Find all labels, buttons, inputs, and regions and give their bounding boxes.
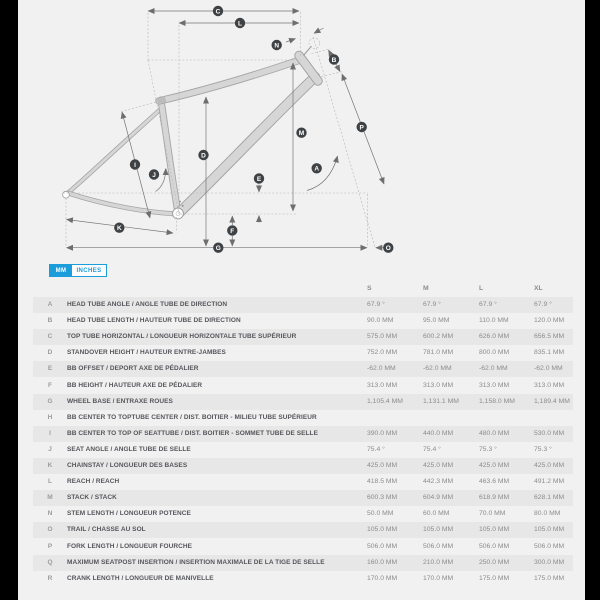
- row-value: 67.9 °: [479, 301, 497, 308]
- table-row: [33, 378, 573, 394]
- table-row: [33, 490, 573, 506]
- row-label: REACH / REACH: [67, 478, 120, 486]
- row-value: 105.0 MM: [423, 526, 454, 534]
- row-letter: O: [47, 526, 53, 534]
- row-value: 442.3 MM: [423, 478, 454, 486]
- table-row: [33, 394, 573, 410]
- row-value: 390.0 MM: [367, 429, 398, 437]
- row-value: 70.0 MM: [479, 510, 506, 518]
- row-label: WHEEL BASE / ENTRAXE ROUES: [67, 397, 173, 405]
- diagram-marker-letter: N: [274, 42, 280, 50]
- row-value: 75.3 °: [479, 445, 497, 453]
- row-letter: I: [49, 429, 51, 437]
- row-value: 506.0 MM: [534, 542, 565, 550]
- row-value: 506.0 MM: [479, 542, 510, 550]
- row-letter: L: [48, 478, 52, 486]
- size-header-row: [33, 282, 573, 296]
- row-value: 75.4 °: [423, 445, 441, 453]
- table-row: [33, 474, 573, 490]
- row-value: 800.0 MM: [479, 349, 510, 357]
- row-value: 80.0 MM: [534, 510, 561, 518]
- row-letter: B: [47, 317, 53, 325]
- row-label: TRAIL / CHASSE AU SOL: [67, 526, 146, 534]
- row-value: 90.0 MM: [367, 317, 394, 325]
- table-row: [33, 458, 573, 474]
- row-value: 95.0 MM: [423, 317, 450, 325]
- size-header-m: M: [423, 285, 429, 292]
- row-letter: G: [47, 397, 53, 405]
- geometry-table: [33, 297, 573, 588]
- table-row: [33, 522, 573, 538]
- row-letter: K: [47, 462, 53, 469]
- row-value: 67.9 °: [423, 301, 441, 308]
- row-value: 618.9 MM: [479, 494, 510, 502]
- table-row: [33, 571, 573, 587]
- row-label: STANDOVER HEIGHT / HAUTEUR ENTRE-JAMBES: [67, 349, 226, 357]
- diagram-marker-letter: L: [238, 20, 242, 28]
- row-value: 313.0 MM: [423, 381, 454, 389]
- row-letter: R: [47, 574, 53, 582]
- row-value: 425.0 MM: [534, 462, 565, 469]
- row-value: 425.0 MM: [479, 462, 510, 469]
- row-label: BB OFFSET / DEPORT AXE DE PÉDALIER: [67, 365, 199, 373]
- row-value: 530.0 MM: [534, 429, 565, 437]
- row-value: 313.0 MM: [367, 381, 398, 389]
- row-value: 781.0 MM: [423, 349, 454, 357]
- row-value: 440.0 MM: [423, 429, 454, 437]
- row-value: 752.0 MM: [367, 349, 398, 357]
- row-value: 50.0 MM: [367, 510, 394, 518]
- diagram-marker-letter: M: [298, 130, 305, 137]
- row-letter: H: [47, 413, 53, 421]
- table-row: [33, 361, 573, 377]
- row-label: CHAINSTAY / LONGUEUR DES BASES: [67, 462, 188, 469]
- inches-button[interactable]: INCHES: [72, 265, 106, 276]
- row-value: -62.0 MM: [534, 365, 563, 373]
- row-value: 1,105.4 MM: [367, 397, 403, 405]
- table-row: [33, 345, 573, 361]
- diagram-marker-letter: P: [359, 124, 364, 132]
- table-row: [33, 555, 573, 571]
- table-row: [33, 297, 573, 313]
- size-header-s: S: [367, 285, 372, 292]
- diagram-marker-letter: C: [215, 8, 221, 16]
- geometry-page: [18, 0, 585, 600]
- row-value: 656.5 MM: [534, 333, 565, 341]
- row-value: 105.0 MM: [534, 526, 565, 534]
- row-letter: E: [47, 365, 53, 373]
- row-value: 835.1 MM: [534, 349, 565, 357]
- table-row: [33, 442, 573, 458]
- steerer-circle: [309, 38, 320, 49]
- row-letter: N: [47, 510, 53, 518]
- row-letter: F: [48, 381, 52, 389]
- bike-geometry-diagram: [18, 0, 585, 272]
- size-header-l: L: [479, 285, 484, 292]
- row-label: BB HEIGHT / HAUTEUR AXE DE PÉDALIER: [67, 381, 203, 389]
- row-value: 604.9 MM: [423, 494, 454, 502]
- row-value: 575.0 MM: [367, 333, 398, 341]
- diagram-marker-letter: J: [152, 171, 156, 179]
- diagram-marker-letter: E: [256, 175, 262, 183]
- row-value: 175.0 MM: [534, 574, 565, 582]
- row-label: HEAD TUBE LENGTH / HAUTEUR TUBE DE DIRECTION: [67, 317, 241, 325]
- row-value: -62.0 MM: [367, 365, 396, 373]
- row-label: BB CENTER TO TOPTUBE CENTER / DIST. BOITIER - MILIEU TUBE SUPÉRIEUR: [67, 413, 317, 421]
- row-value: 175.0 MM: [479, 574, 510, 582]
- row-value: 506.0 MM: [423, 542, 454, 550]
- row-value: 418.5 MM: [367, 478, 398, 486]
- row-value: 425.0 MM: [367, 462, 398, 469]
- row-label: BB CENTER TO TOP OF SEATTUBE / DIST. BOITIER - SOMMET TUBE DE SELLE: [67, 429, 318, 437]
- diagram-marker-letter: B: [331, 56, 337, 64]
- row-value: -62.0 MM: [423, 365, 452, 373]
- diagram-marker-letter: O: [385, 245, 391, 252]
- row-letter: Q: [47, 558, 53, 566]
- construction-lines: [63, 12, 375, 247]
- row-value: 60.0 MM: [423, 510, 450, 518]
- row-value: 170.0 MM: [423, 574, 454, 582]
- row-value: 250.0 MM: [479, 558, 510, 566]
- unit-toggle: [49, 264, 107, 277]
- row-value: 67.9 °: [534, 301, 552, 308]
- diagram-marker-letter: F: [230, 227, 235, 235]
- row-label: STEM LENGTH / LONGUEUR POTENCE: [67, 510, 191, 518]
- row-letter: C: [47, 333, 53, 341]
- row-value: 300.0 MM: [534, 558, 565, 566]
- row-value: 67.9 °: [367, 301, 385, 308]
- row-value: 628.1 MM: [534, 494, 565, 502]
- row-value: -62.0 MM: [479, 365, 508, 373]
- diagram-marker-letter: G: [215, 245, 221, 252]
- row-value: 170.0 MM: [367, 574, 398, 582]
- row-label: CRANK LENGTH / LONGUEUR DE MANIVELLE: [67, 574, 214, 582]
- table-row: [33, 329, 573, 345]
- row-value: 480.0 MM: [479, 429, 510, 437]
- row-value: 75.3 °: [534, 445, 552, 453]
- table-row: [33, 506, 573, 522]
- row-value: 600.2 MM: [423, 333, 454, 341]
- mm-button[interactable]: MM: [50, 265, 72, 276]
- size-header-xl: XL: [534, 285, 543, 292]
- row-value: 105.0 MM: [367, 526, 398, 534]
- row-value: 491.2 MM: [534, 478, 565, 486]
- row-label: FORK LENGTH / LONGUEUR FOURCHE: [67, 542, 192, 550]
- row-value: 1,189.4 MM: [534, 397, 570, 405]
- rear-axle: [63, 191, 70, 198]
- row-letter: M: [47, 494, 53, 502]
- row-label: SEAT ANGLE / ANGLE TUBE DE SELLE: [67, 445, 191, 453]
- row-label: HEAD TUBE ANGLE / ANGLE TUBE DE DIRECTION: [67, 301, 228, 308]
- row-value: 313.0 MM: [479, 381, 510, 389]
- row-letter: J: [48, 445, 52, 453]
- diagram-marker-letter: I: [134, 161, 136, 169]
- row-label: STACK / STACK: [67, 494, 117, 502]
- table-row: [33, 410, 573, 426]
- row-letter: A: [47, 301, 53, 308]
- table-row: [33, 539, 573, 555]
- table-row: [33, 313, 573, 329]
- diagram-marker-letter: A: [314, 165, 320, 173]
- row-value: 110.0 MM: [479, 317, 509, 325]
- row-letter: D: [47, 349, 53, 357]
- row-label: MAXIMUM SEATPOST INSERTION / INSERTION MAXIMALE DE LA TIGE DE SELLE: [67, 558, 325, 566]
- row-value: 463.6 MM: [479, 478, 510, 486]
- row-value: 626.0 MM: [479, 333, 510, 341]
- row-value: 105.0 MM: [479, 526, 510, 534]
- row-value: 1,158.0 MM: [479, 397, 515, 405]
- row-value: 160.0 MM: [367, 558, 398, 566]
- row-letter: P: [47, 542, 53, 550]
- row-value: 600.3 MM: [367, 494, 398, 502]
- table-row: [33, 426, 573, 442]
- row-value: 120.0 MM: [534, 317, 565, 325]
- row-value: 506.0 MM: [367, 542, 398, 550]
- row-value: 210.0 MM: [423, 558, 454, 566]
- row-value: 1,131.1 MM: [423, 397, 459, 405]
- diagram-marker-letter: K: [116, 225, 122, 232]
- row-value: 75.4 °: [367, 445, 385, 453]
- row-value: 313.0 MM: [534, 381, 565, 389]
- row-value: 425.0 MM: [423, 462, 454, 469]
- diagram-marker-letter: D: [201, 152, 206, 160]
- row-label: TOP TUBE HORIZONTAL / LONGUEUR HORIZONTALE TUBE SUPÉRIEUR: [67, 333, 297, 341]
- dimension-lines: [67, 11, 386, 248]
